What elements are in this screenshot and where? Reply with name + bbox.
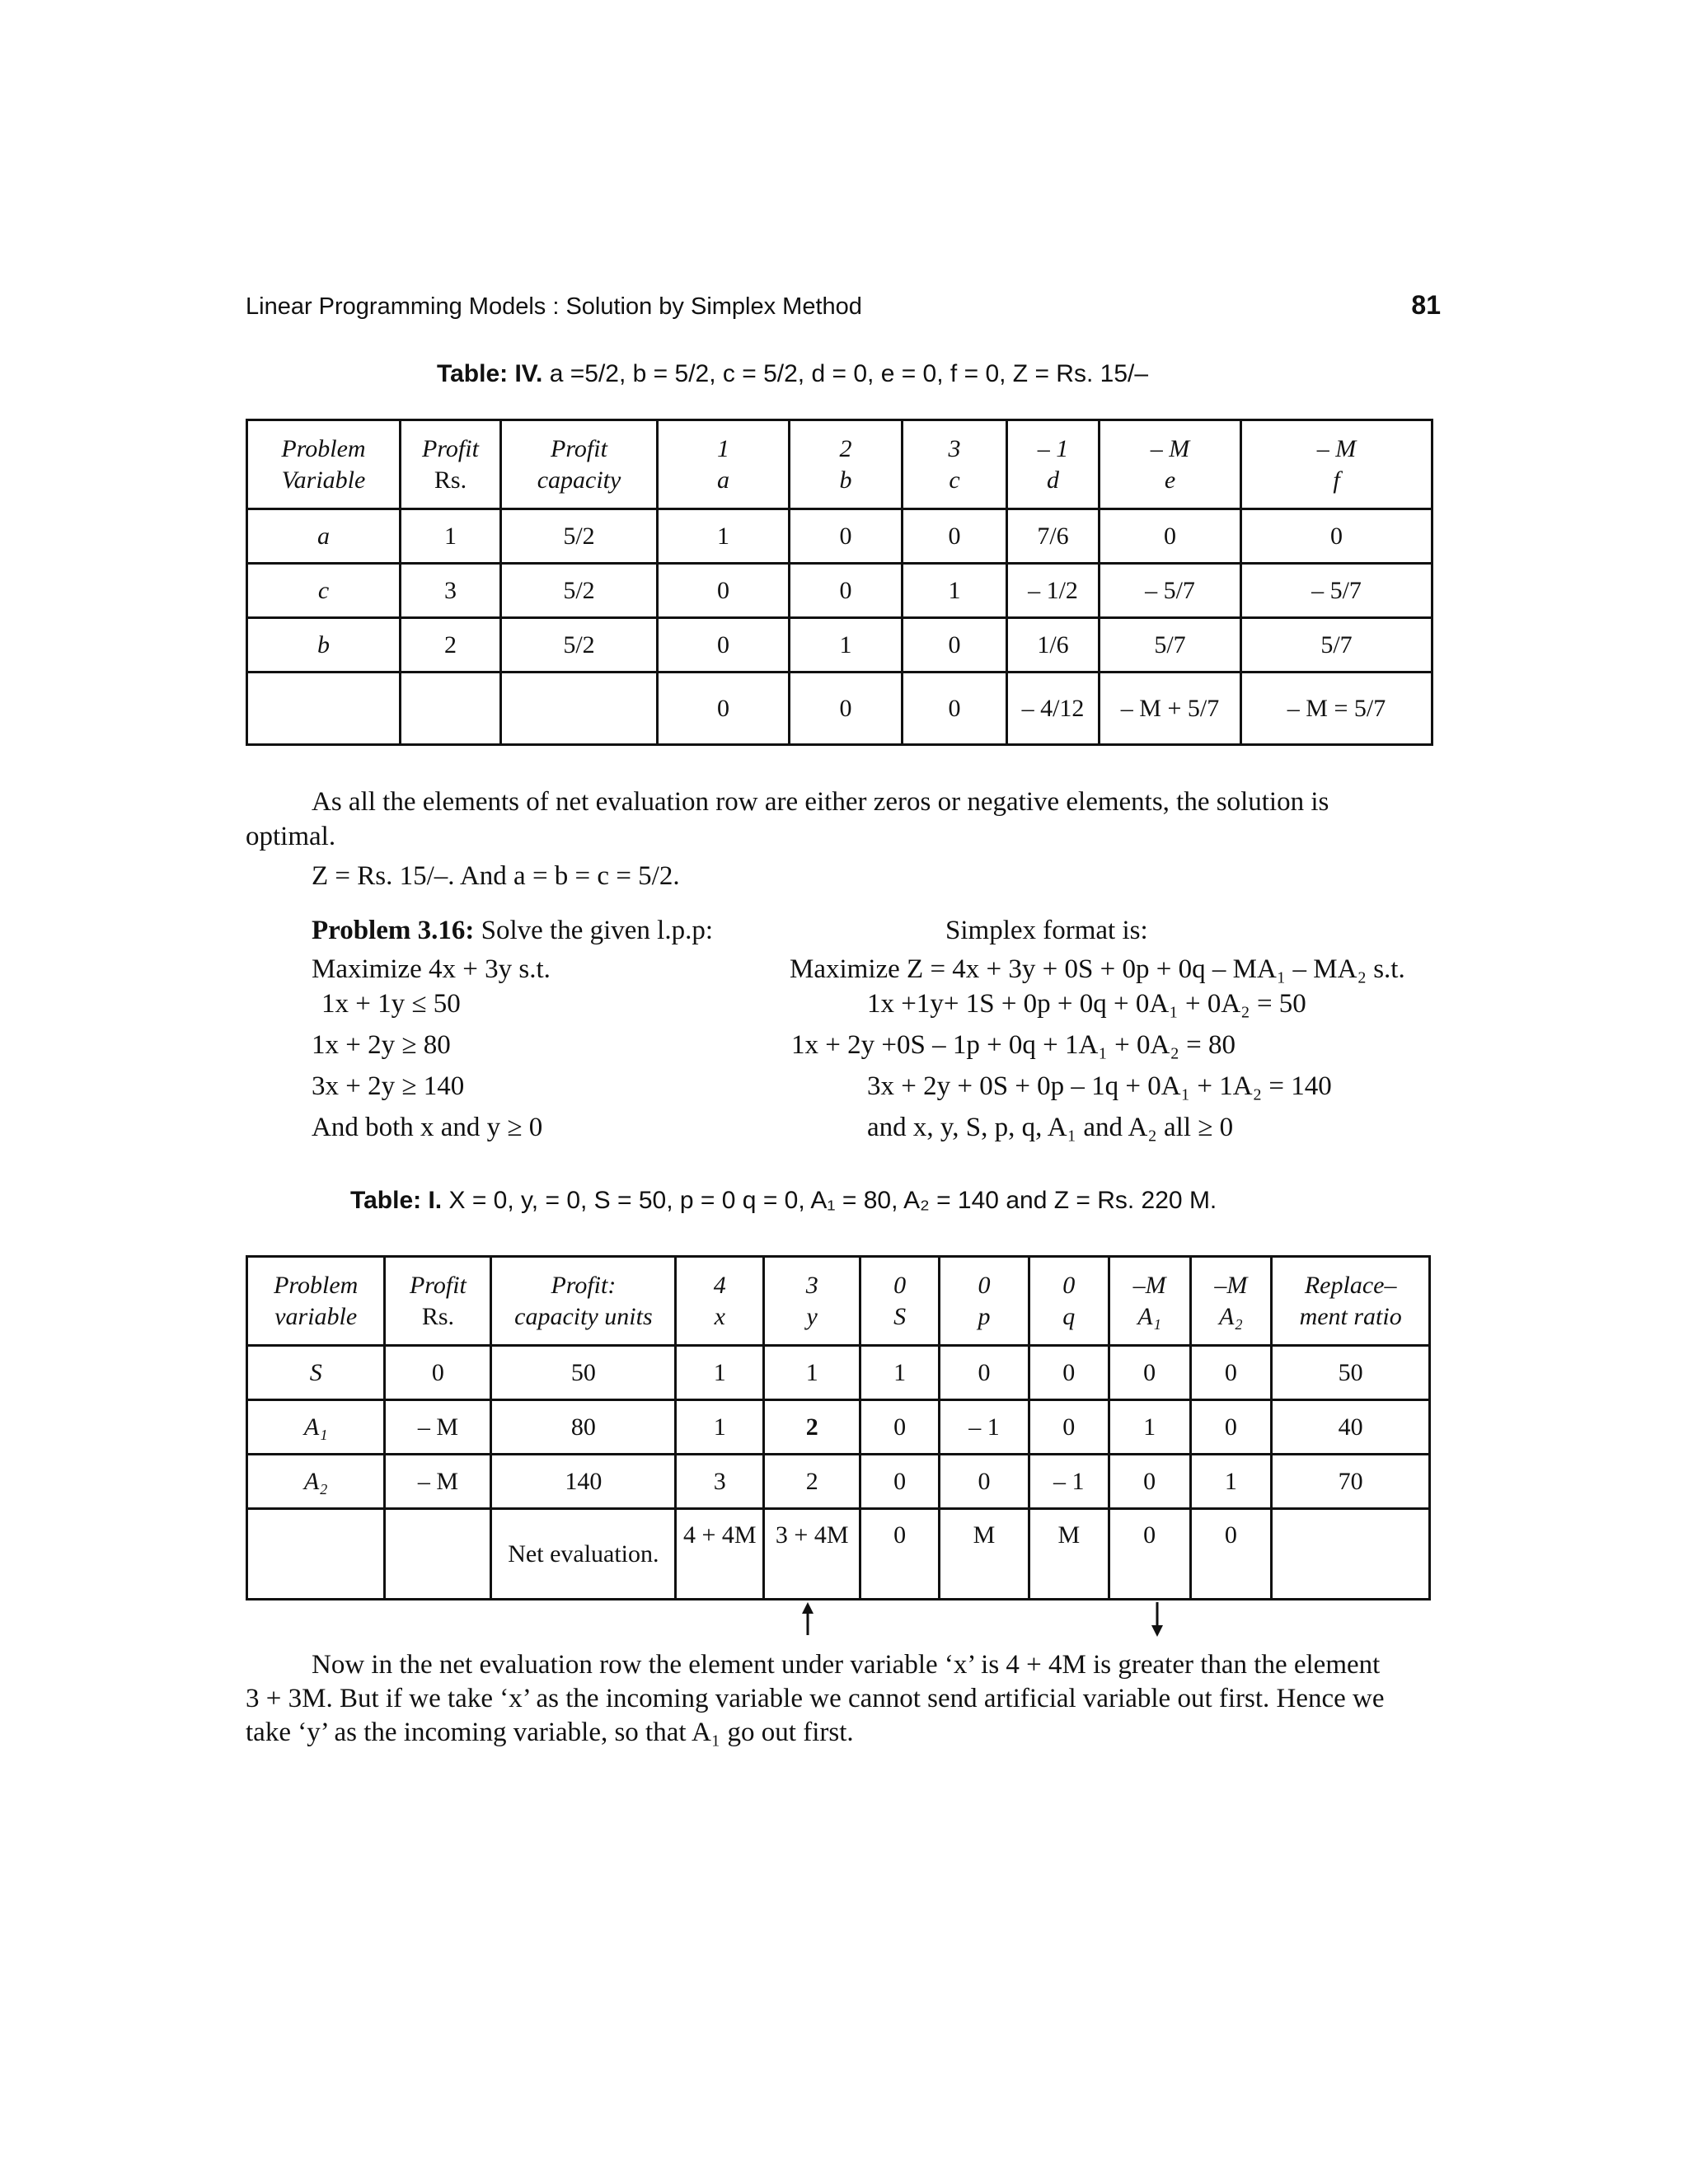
table-cell: 5/2 xyxy=(501,509,658,564)
table-cell: – M xyxy=(385,1400,491,1455)
table-cell: A₂ xyxy=(247,1455,385,1509)
table-cell: 80 xyxy=(491,1400,676,1455)
constraint-line: 1x + 2y ≥ 80 xyxy=(312,1030,451,1060)
table-cell: – 1/2 xyxy=(1007,564,1100,618)
table-cell: 5/2 xyxy=(501,564,658,618)
simplex-line: and x, y, S, p, q, A₁ and A₂ all ≥ 0 xyxy=(867,1113,1234,1142)
table-cell: S xyxy=(247,1346,385,1400)
table-cell: – M xyxy=(385,1455,491,1509)
constraint-line: 1x + 1y ≤ 50 xyxy=(321,989,461,1019)
pivot-element: 2 xyxy=(764,1400,860,1455)
header-cell: – 1 d xyxy=(1007,420,1100,509)
table-cell xyxy=(247,673,401,745)
incoming-arrow-up-icon xyxy=(799,1602,816,1637)
table-cell: 0 xyxy=(860,1400,940,1455)
header-cell: 3 c xyxy=(903,420,1007,509)
table-cell: – 1 xyxy=(1029,1455,1109,1509)
table-cell: 7/6 xyxy=(1007,509,1100,564)
table-cell xyxy=(1272,1509,1430,1600)
table-cell: 1 xyxy=(676,1346,764,1400)
table-iv xyxy=(246,419,1433,746)
paragraph-line: As all the elements of net evaluation row are either zeros or negative elements, the solution is xyxy=(312,787,1329,817)
simplex-line: 3x + 2y + 0S + 0p – 1q + 0A₁ + 1A₂ = 140 xyxy=(867,1071,1332,1101)
simplex-line: Maximize Z = 4x + 3y + 0S + 0p + 0q – MA₁ – MA₂ s.t. xyxy=(790,954,1405,984)
table-i-caption-text: X = 0, y, = 0, S = 50, p = 0 q = 0, A₁ = 80, A₂ = 140 and Z = Rs. 220 M. xyxy=(448,1187,1217,1214)
paragraph-line: Z = Rs. 15/–. And a = b = c = 5/2. xyxy=(312,861,680,891)
problem-heading xyxy=(312,916,713,946)
table-cell: 0 xyxy=(1190,1346,1272,1400)
table-cell: b xyxy=(247,618,401,673)
header-cell: Profit Rs. xyxy=(385,1257,491,1346)
table-i-caption-label: Table: I. xyxy=(350,1187,443,1214)
header-cell: – M f xyxy=(1241,420,1432,509)
table-cell: 3 xyxy=(676,1455,764,1509)
paragraph-line: optimal. xyxy=(246,822,336,851)
table-row xyxy=(247,1400,1430,1455)
table-cell: 40 xyxy=(1272,1400,1430,1455)
table-cell: 0 xyxy=(903,673,1007,745)
table-cell xyxy=(385,1509,491,1600)
table-cell: 5/7 xyxy=(1241,618,1432,673)
table-cell: 50 xyxy=(491,1346,676,1400)
constraint-line: And both x and y ≥ 0 xyxy=(312,1113,543,1142)
header-cell: Profit: capacity units xyxy=(491,1257,676,1346)
header-cell: 3 y xyxy=(764,1257,860,1346)
paragraph-line: 3 + 3M. But if we take ‘x’ as the incoming variable we cannot send artificial variable out first. Hence we xyxy=(246,1684,1385,1713)
table-cell: – 5/7 xyxy=(1241,564,1432,618)
problem-title-rest: Solve the given l.p.p: xyxy=(481,916,713,945)
table-cell: 0 xyxy=(790,564,903,618)
header-cell: Problem Variable xyxy=(247,420,401,509)
page-number: 81 xyxy=(1411,290,1441,320)
table-cell: 1 xyxy=(790,618,903,673)
table-cell: M xyxy=(1029,1509,1109,1600)
table-cell: 1 xyxy=(401,509,501,564)
net-evaluation-label: Net evaluation. xyxy=(491,1509,676,1600)
table-cell: 0 xyxy=(1190,1509,1272,1600)
table-cell: 0 xyxy=(903,509,1007,564)
header-cell: –M A₁ xyxy=(1109,1257,1190,1346)
table-cell: 0 xyxy=(385,1346,491,1400)
table-cell: 0 xyxy=(860,1509,940,1600)
table-cell: 1 xyxy=(1109,1400,1190,1455)
table-cell: 0 xyxy=(1190,1400,1272,1455)
header-cell: 4 x xyxy=(676,1257,764,1346)
net-evaluation-row xyxy=(247,673,1432,745)
header-cell: Replace– ment ratio xyxy=(1272,1257,1430,1346)
table-cell: 0 xyxy=(1109,1455,1190,1509)
table-cell: – 1 xyxy=(939,1400,1029,1455)
table-cell: 0 xyxy=(939,1455,1029,1509)
table-cell: 3 xyxy=(401,564,501,618)
table-cell: 1 xyxy=(1190,1455,1272,1509)
table-cell: – 4/12 xyxy=(1007,673,1100,745)
table-cell: 0 xyxy=(860,1455,940,1509)
table-i xyxy=(246,1255,1431,1601)
table-row xyxy=(247,1346,1430,1400)
outgoing-arrow-down-icon xyxy=(1149,1602,1165,1637)
header-cell: 0 S xyxy=(860,1257,940,1346)
table-cell: a xyxy=(247,509,401,564)
table-cell: 50 xyxy=(1272,1346,1430,1400)
table-cell: 0 xyxy=(903,618,1007,673)
table-cell: 0 xyxy=(1029,1400,1109,1455)
table-row xyxy=(247,1455,1430,1509)
table-cell: 0 xyxy=(658,618,790,673)
table-cell: 0 xyxy=(1100,509,1241,564)
table-iv-caption xyxy=(437,360,1148,388)
paragraph-line: Now in the net evaluation row the element under variable ‘x’ is 4 + 4M is greater than the element xyxy=(312,1650,1381,1680)
table-cell: 1 xyxy=(860,1346,940,1400)
header-cell: – M e xyxy=(1100,420,1241,509)
running-header: Linear Programming Models : Solution by Simplex Method xyxy=(246,293,862,320)
constraint-line: 3x + 2y ≥ 140 xyxy=(312,1071,465,1101)
header-cell: 2 b xyxy=(790,420,903,509)
constraint-line: Maximize 4x + 3y s.t. xyxy=(312,954,551,984)
table-row xyxy=(247,618,1432,673)
table-cell: 0 xyxy=(790,509,903,564)
table-iv-caption-label: Table: IV. xyxy=(437,360,543,387)
table-row xyxy=(247,509,1432,564)
table-cell: 2 xyxy=(764,1455,860,1509)
simplex-format-title: Simplex format is: xyxy=(945,916,1148,945)
table-i-header-row xyxy=(247,1257,1430,1346)
table-cell: 0 xyxy=(1241,509,1432,564)
simplex-line: 1x + 2y +0S – 1p + 0q + 1A₁ + 0A₂ = 80 xyxy=(791,1030,1236,1060)
header-cell: 1 a xyxy=(658,420,790,509)
table-cell: 0 xyxy=(1109,1346,1190,1400)
table-cell: 0 xyxy=(790,673,903,745)
table-cell: 140 xyxy=(491,1455,676,1509)
header-cell: Profit capacity xyxy=(501,420,658,509)
table-cell: 0 xyxy=(1109,1509,1190,1600)
table-cell: 0 xyxy=(939,1346,1029,1400)
table-cell: M xyxy=(939,1509,1029,1600)
table-cell xyxy=(401,673,501,745)
table-i-caption xyxy=(350,1187,1217,1215)
table-cell: – M + 5/7 xyxy=(1100,673,1241,745)
header-cell: Problem variable xyxy=(247,1257,385,1346)
table-cell: 4 + 4M xyxy=(676,1509,764,1600)
table-cell xyxy=(501,673,658,745)
table-cell: 1/6 xyxy=(1007,618,1100,673)
header-cell: 0 p xyxy=(939,1257,1029,1346)
table-cell: 0 xyxy=(658,673,790,745)
table-cell: 1 xyxy=(676,1400,764,1455)
table-cell: 1 xyxy=(658,509,790,564)
table-cell: 2 xyxy=(401,618,501,673)
net-evaluation-row xyxy=(247,1509,1430,1600)
simplex-line: 1x +1y+ 1S + 0p + 0q + 0A₁ + 0A₂ = 50 xyxy=(867,989,1306,1019)
table-cell: 0 xyxy=(1029,1346,1109,1400)
table-cell: 5/7 xyxy=(1100,618,1241,673)
paragraph-line: take ‘y’ as the incoming variable, so that A₁ go out first. xyxy=(246,1718,854,1747)
header-cell: Profit Rs. xyxy=(401,420,501,509)
table-iv-caption-text: a =5/2, b = 5/2, c = 5/2, d = 0, e = 0, f = 0, Z = Rs. 15/– xyxy=(549,360,1149,387)
table-cell: – 5/7 xyxy=(1100,564,1241,618)
table-cell: 1 xyxy=(903,564,1007,618)
table-cell: 0 xyxy=(658,564,790,618)
table-cell: 70 xyxy=(1272,1455,1430,1509)
header-cell: 0 q xyxy=(1029,1257,1109,1346)
table-cell: c xyxy=(247,564,401,618)
table-cell: – M = 5/7 xyxy=(1241,673,1432,745)
table-cell: 3 + 4M xyxy=(764,1509,860,1600)
header-cell: –M A₂ xyxy=(1190,1257,1272,1346)
table-cell: A₁ xyxy=(247,1400,385,1455)
table-iv-header-row xyxy=(247,420,1432,509)
problem-title: Problem 3.16: xyxy=(312,916,475,945)
table-cell: 5/2 xyxy=(501,618,658,673)
table-row xyxy=(247,564,1432,618)
table-cell xyxy=(247,1509,385,1600)
table-cell: 1 xyxy=(764,1346,860,1400)
